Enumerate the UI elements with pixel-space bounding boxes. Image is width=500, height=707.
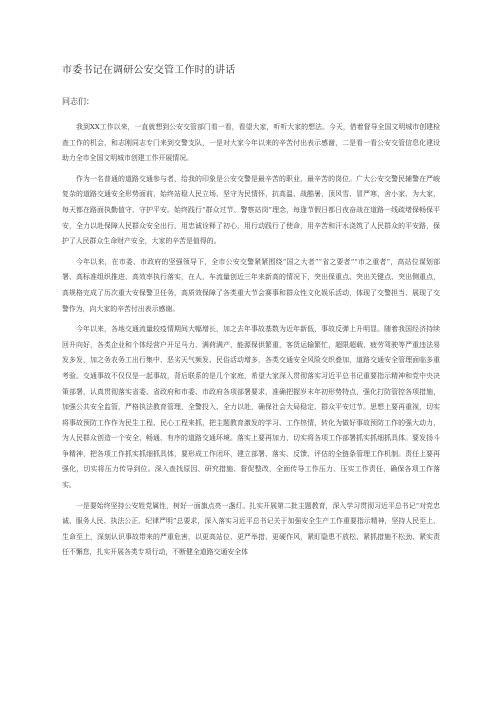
greeting: 同志们： bbox=[62, 97, 94, 106]
paragraph: 今年以来，在市委、市政府的坚强领导下，全市公安交警紧紧围绕“国之大者”“省之要者”“市之重者”，高站位谋划部署、高标准组织推进、高效率执行落实，在人、车流量创近三年来新高的情况下，突出保重点、突出关键点、突出侧重点，高规格完成了历次重大安保警卫任务，高质效保障了各类重大节会赛事和群众性文化娱乐活动，体现了交警担当、展现了交警作为，向大家的辛苦付出表示感谢。 bbox=[62, 257, 440, 313]
document-title: 市委书记在调研公安交管工作时的讲话 bbox=[62, 65, 236, 76]
paragraph: 今年以来，各地交通流量较疫情期间大幅增长，加之去年事故基数为近年新低，事故反弹上升明显。随着我国经济持续回升向好，各类企业和个体经营户开足马力、满荷满产，能源保供繁重，客货运输繁忙，超限超载、疲劳驾驶等严重违法易发多发，加之务农务工出行集中、恶劣天气频发、民俗活动增多，各类交通安全风险交织叠加，道路交通安全管理面临多重考验。交通事故不仅仅是一起事故，背后联系的是几个家庭，希望大家深入贯彻落实习近平总书记重要指示精神和党中央决策部署，认真贯彻落实省委、省政府和市委、市政府各项部署要求，准确把握岁末年初形势特点，强化打防管控各项措施，加强公共安全监管，严格执法教育管理，全警投入、全力以赴，确保社会大局稳定、群众平安过节。思想上要再重视，切实将事故预防工作作为民生工程、民心工程来抓，把主题教育激发的学习、工作热情，转化为做好事故预防工作的强大动力，为人民群众创造一个安全、畅通、有序的道路交通环境。落实上要再加力，切实将各项工作部署抓实抓细抓具体。要发扬斗争精神，把各项工作抓实抓细抓具体，要形成工作闭环，建立部署、落实、反馈、评估的全链条管理工作机制。责任上要再强化，切实将压力传导到位。深入查找原因、研究措施、督促整改，全面传导工作压力、压实工作责任，确保各项工作落实。 bbox=[62, 325, 440, 490]
paragraph: 作为一名普通的道路交通参与者，给我的印象是公安交警是最辛苦的职业、最辛苦的岗位。广大公安交警民辅警在严峻复杂的道路交通安全形势面前，始终站稳人民立场、坚守为民情怀，抗高温、战酷暑，顶风雪、冒严寒，舍小家、为大家，每天都在路面执勤值守、守护平安。始终践行“群众过节、警察站岗”理念，每逢节假日都日夜奋战在道路一线疏堵保畅保平安，全力以赴保障人民群众安全出行，用忠诚诠释了初心，用行动践行了使命，用辛苦和汗水浇筑了人民群众的平安路，保护了人民群众生命财产安全，大家的辛苦是值得的。 bbox=[62, 174, 440, 246]
paragraph: 我到XX工作以来，一直就想到公安交管部门看一看，看望大家，听听大家的想法。今天，借着督导全国文明城市创建检查工作的机会，和志刚同志专门来到交警支队，一是对大家今年以来的辛苦付出表示感谢，二是看一看公安交管信息化建设助力全市全国文明城市创建工作开展情况。 bbox=[62, 123, 440, 163]
paragraph: 一是要始终坚持公安姓党属性，树好一面旗点亮一盏灯。扎实开展第二批主题教育，深入学习贯彻习近平总书记“对党忠诚、服务人民、执法公正、纪律严明”总要求，深入落实习近平总书记关于加强安全生产工作重要指示精神，坚持人民至上、生命至上，深刻认识事故带来的严重危害，以更高站位、更严举措、更硬作风，紧盯隐患不放松、紧抓措施不松劲、紧实责任不懈怠，扎实开展各类专项行动，不断健全道路交通安全体 bbox=[62, 501, 440, 557]
document-body bbox=[62, 120, 440, 566]
